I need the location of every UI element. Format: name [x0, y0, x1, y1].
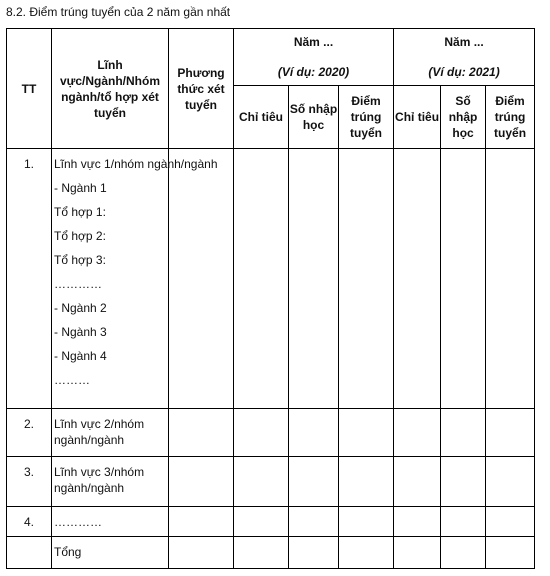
total-row — [7, 537, 535, 569]
y2-enrolled-header: Số nhập học — [441, 86, 486, 149]
data-cell — [289, 507, 339, 537]
row-line: - Ngành 3 — [54, 325, 107, 339]
row-number: 3. — [7, 457, 52, 507]
data-cell — [441, 409, 486, 457]
y2-score-header: Điểm trúng tuyển — [486, 86, 535, 149]
table-row — [7, 409, 535, 457]
method-cell — [169, 507, 234, 537]
data-cell — [234, 409, 289, 457]
data-cell — [394, 409, 441, 457]
method-cell — [169, 149, 234, 409]
row-number: 1. — [7, 149, 52, 409]
data-cell — [486, 457, 535, 507]
method-cell — [169, 457, 234, 507]
header-year-1 — [234, 29, 394, 86]
data-cell — [339, 507, 394, 537]
y2-quota-header: Chỉ tiêu — [394, 86, 441, 149]
y1-score-header: Điểm trúng tuyển — [339, 86, 394, 149]
data-cell — [234, 457, 289, 507]
header-method: Phương thức xét tuyển — [169, 29, 234, 149]
row-field-cell: Lĩnh vực 3/nhóm ngành/ngành — [52, 457, 169, 507]
year-2-example: (Ví dụ: 2021) — [428, 65, 500, 79]
data-cell — [486, 537, 535, 569]
table-row — [7, 507, 535, 537]
data-cell — [441, 457, 486, 507]
data-cell — [234, 507, 289, 537]
data-cell — [339, 457, 394, 507]
row-line: Tổ hợp 2: — [54, 229, 106, 243]
header-tt: TT — [7, 29, 52, 149]
data-cell — [394, 149, 441, 409]
y1-quota-header: Chỉ tiêu — [234, 86, 289, 149]
header-year-2 — [394, 29, 535, 86]
data-cell — [339, 149, 394, 409]
data-cell — [289, 409, 339, 457]
data-cell — [441, 537, 486, 569]
row-line: - Ngành 2 — [54, 301, 107, 315]
data-cell — [486, 409, 535, 457]
data-cell — [394, 457, 441, 507]
data-cell — [339, 409, 394, 457]
data-cell — [486, 149, 535, 409]
header-field: Lĩnh vực/Ngành/Nhóm ngành/tổ hợp xét tuyển — [52, 29, 169, 149]
data-cell — [234, 149, 289, 409]
data-cell — [339, 537, 394, 569]
data-cell — [486, 507, 535, 537]
row-line: Tổ hợp 3: — [54, 253, 106, 267]
row-line: - Ngành 4 — [54, 349, 107, 363]
row-field-cell — [52, 149, 218, 409]
data-cell — [289, 457, 339, 507]
year-1-example: (Ví dụ: 2020) — [277, 65, 350, 79]
method-cell — [169, 537, 234, 569]
year-1-name: Năm ... — [293, 35, 334, 49]
table-row — [7, 457, 535, 507]
row-line: Lĩnh vực 1/nhóm ngành/ngành — [54, 157, 218, 171]
row-line: Tổ hợp 1: — [54, 205, 106, 219]
data-cell — [289, 537, 339, 569]
data-cell — [394, 507, 441, 537]
row-line: ………… — [54, 277, 102, 291]
data-cell — [289, 149, 339, 409]
admission-score-table — [6, 28, 535, 569]
data-cell — [234, 537, 289, 569]
total-label: Tổng — [52, 537, 169, 569]
data-cell — [441, 149, 486, 409]
row-number: 4. — [7, 507, 52, 537]
row-line: - Ngành 1 — [54, 181, 107, 195]
method-cell — [169, 409, 234, 457]
year-2-name: Năm ... — [444, 35, 484, 49]
row-number: 2. — [7, 409, 52, 457]
data-cell — [441, 507, 486, 537]
y1-enrolled-header: Số nhập học — [289, 86, 339, 149]
table-row — [7, 149, 535, 409]
row-field-cell: ………… — [52, 507, 169, 537]
data-cell — [394, 537, 441, 569]
row-line: ……… — [54, 373, 90, 387]
total-number-cell — [7, 537, 52, 569]
section-title: 8.2. Điểm trúng tuyển của 2 năm gần nhất — [6, 5, 231, 19]
row-field-cell: Lĩnh vực 2/nhóm ngành/ngành — [52, 409, 169, 457]
